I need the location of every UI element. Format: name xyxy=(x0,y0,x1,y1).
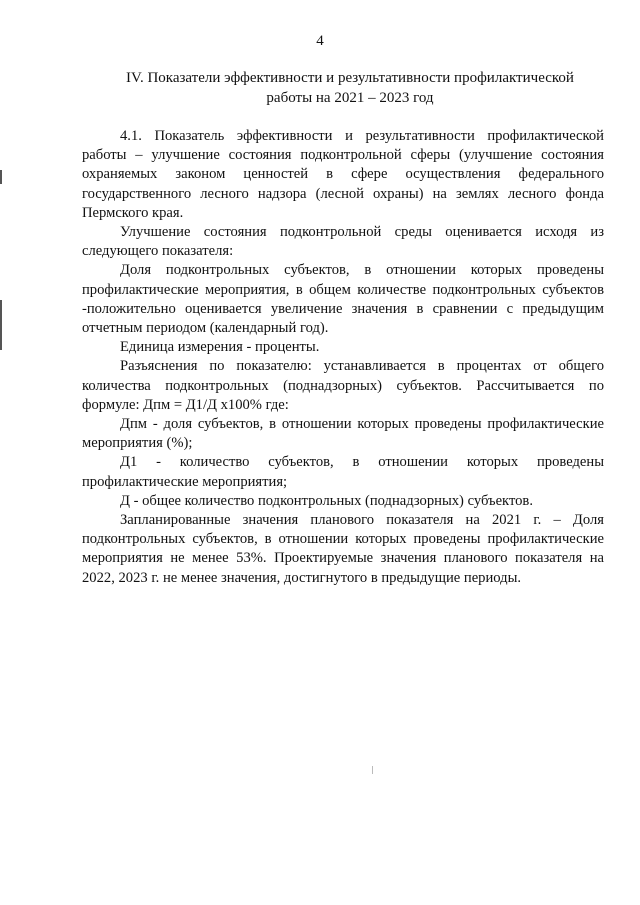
paragraph-formula: Разъяснения по показателю: устанавливается в процентах от общего количества подконтрольных (поднадзорных) субъектов. Рассчитывается по формуле: Дпм = Д1/Д x100% где: xyxy=(82,358,604,413)
page-number: 4 xyxy=(316,33,324,49)
document-body xyxy=(82,127,604,588)
paragraph-share-indicator: Доля подконтрольных субъектов, в отношении которых проведены профилактические мероприятия, в общем количестве подконтрольных субъектов -положительно оценивается увеличение значения в сравнении с предыдущим отчетным периодом (календарный год). xyxy=(82,262,604,337)
paragraph-dpm-definition: Дпм - доля субъектов, в отношении которых проведены профилактические мероприятия (%); xyxy=(82,416,604,452)
paragraph-assessment: Улучшение состояния подконтрольной среды оценивается исходя из следующего показателя: xyxy=(82,224,604,260)
section-title xyxy=(110,68,590,108)
paragraph-unit: Единица измерения - проценты. xyxy=(120,339,320,356)
scan-edge-mark-top xyxy=(0,170,2,184)
section-title-line-1: IV. Показатели эффективности и результативности профилактической xyxy=(126,70,574,86)
section-title-line-2: работы на 2021 – 2023 год xyxy=(266,90,434,106)
paragraph-d1-definition: Д1 - количество субъектов, в отношении которых проведены профилактические мероприятия; xyxy=(82,454,604,490)
paragraph-d-definition: Д - общее количество подконтрольных (поднадзорных) субъектов. xyxy=(120,492,533,509)
scan-speck xyxy=(372,766,373,774)
scan-edge-mark-bottom xyxy=(0,300,2,350)
paragraph-indicator-definition: 4.1. Показатель эффективности и результативности профилактической работы – улучшение состояния подконтрольной сферы (улучшение состояния охраняемых законом ценностей в сфере осуществления федерального государственного лесного надзора (лесной охраны) на землях лесного фонда Пермского края. xyxy=(82,128,604,221)
paragraph-planned-values: Запланированные значения планового показателя на 2021 г. – Доля подконтрольных субъектов, в отношении которых проведены профилактические мероприятия не менее 53%. Проектируемые значения планового показателя на 2022, 2023 г. не менее значения, достигнутого в предыдущие периоды. xyxy=(82,512,604,586)
